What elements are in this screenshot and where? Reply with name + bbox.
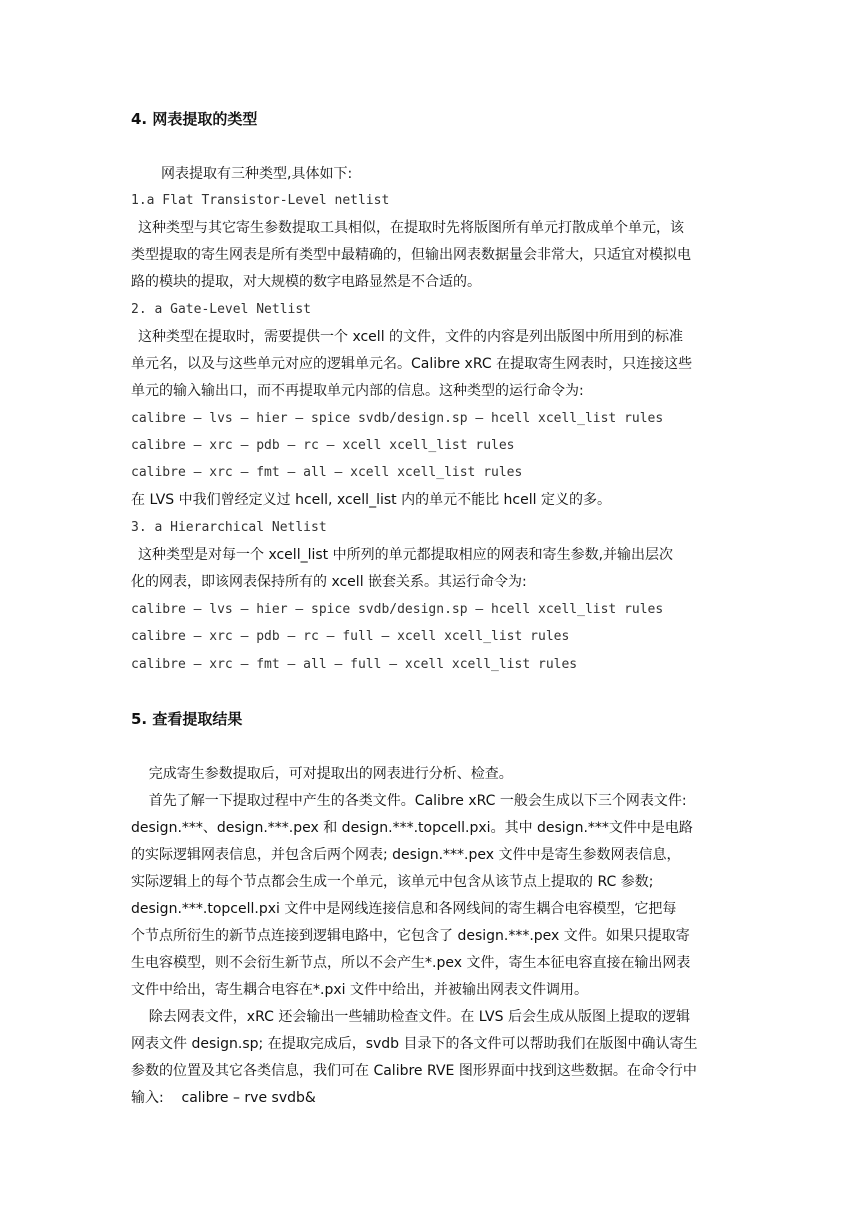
results-para-line-1: 完成寄生参数提取后，可对提取出的网表进行分析、检查。: [131, 766, 513, 782]
section-4-intro: 网表提取有三种类型,具体如下:: [161, 166, 353, 182]
results-para-line-9: 文件中给出，寄生耦合电容在*.pxi 文件中给出，并被输出网表文件调用。: [131, 982, 588, 998]
results-para-line-12: 参数的位置及其它各类信息，我们可在 Calibre RVE 图形界面中找到这些数据。在命令行中: [131, 1063, 697, 1079]
gate-command-1: calibre – lvs – hier – spice svdb/design.sp – hcell xcell_list rules: [131, 411, 664, 426]
gate-netlist-line-3: 单元的输入输出口，而不再提取单元内部的信息。这种类型的运行命令为:: [131, 383, 584, 399]
hier-command-1: calibre – lvs – hier – spice svdb/design.sp – hcell xcell_list rules: [131, 602, 664, 617]
results-para-line-2: 首先了解一下提取过程中产生的各类文件。Calibre xRC 一般会生成以下三个网表文件:: [131, 793, 687, 809]
section-5-heading: 5. 查看提取结果: [131, 710, 243, 728]
hier-command-3: calibre – xrc – fmt – all – full – xcell xcell_list rules: [131, 657, 578, 672]
results-para-line-3: design.***、design.***.pex 和 design.***.topcell.pxi。其中 design.***文件中是电路: [131, 820, 693, 836]
flat-netlist-title: 1.a Flat Transistor-Level netlist: [131, 193, 390, 208]
results-para-line-4: 的实际逻辑网表信息，并包含后两个网表; design.***.pex 文件中是寄生参数网表信息，: [131, 847, 681, 863]
gate-netlist-title: 2. a Gate-Level Netlist: [131, 302, 312, 317]
results-para-line-5: 实际逻辑上的每个节点都会生成一个单元，该单元中包含从该节点上提取的 RC 参数;: [131, 874, 654, 890]
gate-netlist-note: 在 LVS 中我们曾经定义过 hcell, xcell_list 内的单元不能比 hcell 定义的多。: [131, 492, 611, 508]
hier-netlist-line-2: 化的网表，即该网表保持所有的 xcell 嵌套关系。其运行命令为:: [131, 574, 527, 590]
gate-command-2: calibre – xrc – pdb – rc – xcell xcell_list rules: [131, 438, 515, 453]
hier-netlist-title: 3. a Hierarchical Netlist: [131, 520, 327, 535]
gate-command-3: calibre – xrc – fmt – all – xcell xcell_list rules: [131, 465, 523, 480]
flat-netlist-line-2: 类型提取的寄生网表是所有类型中最精确的，但输出网表数据量会非常大，只适宜对模拟电: [131, 247, 691, 263]
hier-netlist-line-1: 这种类型是对每一个 xcell_list 中所列的单元都提取相应的网表和寄生参数,并输出层次: [138, 547, 674, 563]
gate-netlist-line-2: 单元名，以及与这些单元对应的逻辑单元名。Calibre xRC 在提取寄生网表时，只连接这些: [131, 356, 693, 372]
hier-command-2: calibre – xrc – pdb – rc – full – xcell xcell_list rules: [131, 629, 570, 644]
gate-netlist-line-1: 这种类型在提取时，需要提供一个 xcell 的文件，文件的内容是列出版图中所用到的标准: [138, 329, 684, 345]
flat-netlist-line-1: 这种类型与其它寄生参数提取工具相似，在提取时先将版图所有单元打散成单个单元，该: [138, 220, 684, 236]
results-para-line-7: 个节点所衍生的新节点连接到逻辑电路中，它包含了 design.***.pex 文件。如果只提取寄: [131, 928, 690, 944]
results-para-line-10: 除去网表文件，xRC 还会输出一些辅助检查文件。在 LVS 后会生成从版图上提取的逻辑: [131, 1009, 690, 1025]
results-para-line-13: 输入: calibre – rve svdb&: [131, 1090, 316, 1106]
section-4-heading: 4. 网表提取的类型: [131, 110, 258, 128]
results-para-line-8: 生电容模型，则不会衍生新节点，所以不会产生*.pex 文件，寄生本征电容直接在输出网表: [131, 955, 691, 971]
results-para-line-11: 网表文件 design.sp; 在提取完成后，svdb 目录下的各文件可以帮助我们在版图中确认寄生: [131, 1036, 698, 1052]
results-para-line-6: design.***.topcell.pxi 文件中是网线连接信息和各网线间的寄生耦合电容模型，它把每: [131, 901, 677, 917]
flat-netlist-line-3: 路的模块的提取，对大规模的数字电路显然是不合适的。: [131, 274, 481, 290]
